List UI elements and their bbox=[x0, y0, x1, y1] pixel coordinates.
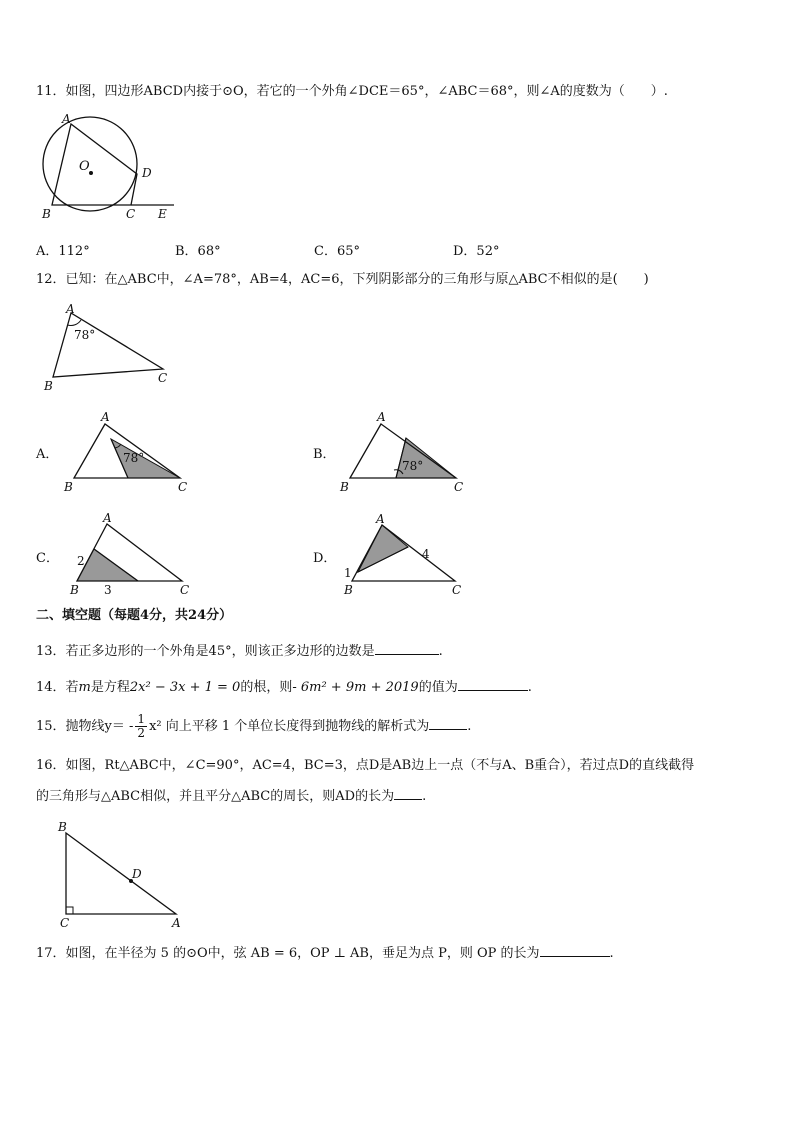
q12-main-triangle bbox=[38, 302, 178, 394]
q12-c-label-B: B bbox=[70, 583, 79, 597]
q11-option-a[interactable]: A．112° bbox=[36, 244, 90, 259]
q14-middle: 是方程 bbox=[90, 680, 130, 695]
q12-option-c-figure[interactable] bbox=[60, 510, 200, 598]
q16-label-B: B bbox=[58, 820, 67, 834]
q17-end: . bbox=[609, 946, 614, 961]
q16-line2-wrap bbox=[36, 787, 426, 806]
q12-option-d-key[interactable]: D． bbox=[313, 551, 337, 566]
q12-b-label-C: C bbox=[454, 480, 464, 494]
q12-c-side2: 3 bbox=[104, 583, 112, 597]
q15-end: . bbox=[467, 719, 472, 734]
q14-line bbox=[36, 678, 532, 697]
q11-label-D: D bbox=[142, 166, 152, 180]
q16-label-C: C bbox=[60, 916, 70, 930]
q14-prefix: 14．若 bbox=[36, 680, 79, 695]
q12-main-label-C: C bbox=[158, 371, 168, 385]
q12-b-label-B: B bbox=[340, 480, 349, 494]
q13-end: . bbox=[438, 644, 443, 659]
q14-equation: 2x² − 3x + 1 = 0 bbox=[129, 680, 241, 695]
q11-figure bbox=[34, 112, 184, 224]
q11-label-C: C bbox=[126, 207, 136, 221]
q12-a-label-C: C bbox=[178, 480, 188, 494]
q11-label-O: O bbox=[79, 159, 90, 174]
q15-line bbox=[36, 712, 471, 742]
q12-d-side2: 4 bbox=[422, 547, 430, 561]
q13-line bbox=[36, 642, 443, 661]
q16-line2: 的三角形与△ABC相似，并且平分△ABC的周长，则AD的长为 bbox=[36, 789, 395, 804]
q11-label-A: A bbox=[62, 112, 71, 126]
q13-answer-blank[interactable] bbox=[375, 642, 439, 655]
q15-answer-blank[interactable] bbox=[429, 717, 467, 730]
q14-suffix: 的值为 bbox=[418, 680, 458, 695]
q12-c-side1: 2 bbox=[77, 554, 85, 568]
q11-option-d[interactable]: D．52° bbox=[453, 244, 500, 259]
q16-figure bbox=[54, 818, 194, 930]
q14-m: m bbox=[78, 680, 91, 695]
q11-option-b[interactable]: B．68° bbox=[175, 244, 221, 259]
q12-option-a-key[interactable]: A． bbox=[36, 447, 59, 462]
q12-b-angle: 78° bbox=[402, 459, 424, 473]
q12-d-label-A: A bbox=[376, 512, 385, 526]
q12-option-c-key[interactable]: C． bbox=[36, 551, 59, 566]
q12-c-label-A: A bbox=[103, 511, 112, 525]
q12-option-b-key[interactable]: B． bbox=[313, 447, 336, 462]
q15-frac-den: 2 bbox=[137, 726, 146, 740]
q12-option-b-figure[interactable] bbox=[336, 408, 476, 496]
q17-answer-blank[interactable] bbox=[540, 944, 610, 957]
q15-frac-num: 1 bbox=[137, 712, 146, 726]
q12-main-label-B: B bbox=[44, 379, 53, 393]
q11-label-E: E bbox=[158, 207, 167, 221]
q15-fraction bbox=[135, 713, 147, 740]
q11-option-c[interactable]: C．65° bbox=[314, 244, 360, 259]
q12-main-label-A: A bbox=[66, 302, 75, 316]
q12-a-angle: 78° bbox=[123, 451, 145, 465]
q12-main-angle: 78° bbox=[74, 328, 96, 342]
q12-d-label-B: B bbox=[344, 583, 353, 597]
q16-answer-blank[interactable] bbox=[394, 787, 422, 800]
q12-option-d-figure[interactable] bbox=[338, 510, 478, 598]
q11-text: 11．如图，四边形ABCD内接于⊙O，若它的一个外角∠DCE＝65°，∠ABC＝68°，则∠A的度数为（ ）. bbox=[36, 84, 668, 99]
q15-prefix: 15．抛物线y＝ - bbox=[36, 719, 134, 734]
q16-line1: 16．如图，Rt△ABC中，∠C=90°，AC=4，BC=3，点D是AB边上一点（不与A、B重合），若过点D的直线截得 bbox=[36, 758, 695, 773]
q14-end: . bbox=[527, 680, 532, 695]
q12-a-label-A: A bbox=[101, 410, 110, 424]
q15-suffix: x² 向上平移 1 个单位长度得到抛物线的解析式为 bbox=[149, 719, 430, 734]
q14-answer-blank[interactable] bbox=[458, 678, 528, 691]
q17-text: 17．如图，在半径为 5 的⊙O中，弦 AB = 6，OP ⊥ AB，垂足为点 P，则 OP 的长为 bbox=[36, 946, 540, 961]
q12-option-a-figure[interactable] bbox=[60, 408, 200, 496]
q12-d-side1: 1 bbox=[344, 566, 352, 580]
q11-label-B: B bbox=[42, 207, 51, 221]
q12-b-label-A: A bbox=[377, 410, 386, 424]
q13-text: 13．若正多边形的一个外角是45°，则该正多边形的边数是 bbox=[36, 644, 375, 659]
q12-a-label-B: B bbox=[64, 480, 73, 494]
q12-text: 12．已知：在△ABC中，∠A=78°，AB=4，AC=6，下列阴影部分的三角形与原△ABC不相似的是( ) bbox=[36, 272, 649, 287]
q14-mid2: 的根，则 bbox=[240, 680, 293, 695]
q11-quadrilateral bbox=[52, 124, 137, 205]
q14-expr: - 6m² + 9m + 2019 bbox=[292, 680, 419, 695]
q16-label-D: D bbox=[132, 867, 142, 881]
q16-label-A: A bbox=[172, 916, 181, 930]
q12-d-label-C: C bbox=[452, 583, 462, 597]
q17-line bbox=[36, 944, 614, 963]
section2-title: 二、填空题（每题4分，共24分） bbox=[36, 608, 233, 623]
q12-c-label-C: C bbox=[180, 583, 190, 597]
q16-end: . bbox=[422, 789, 427, 804]
